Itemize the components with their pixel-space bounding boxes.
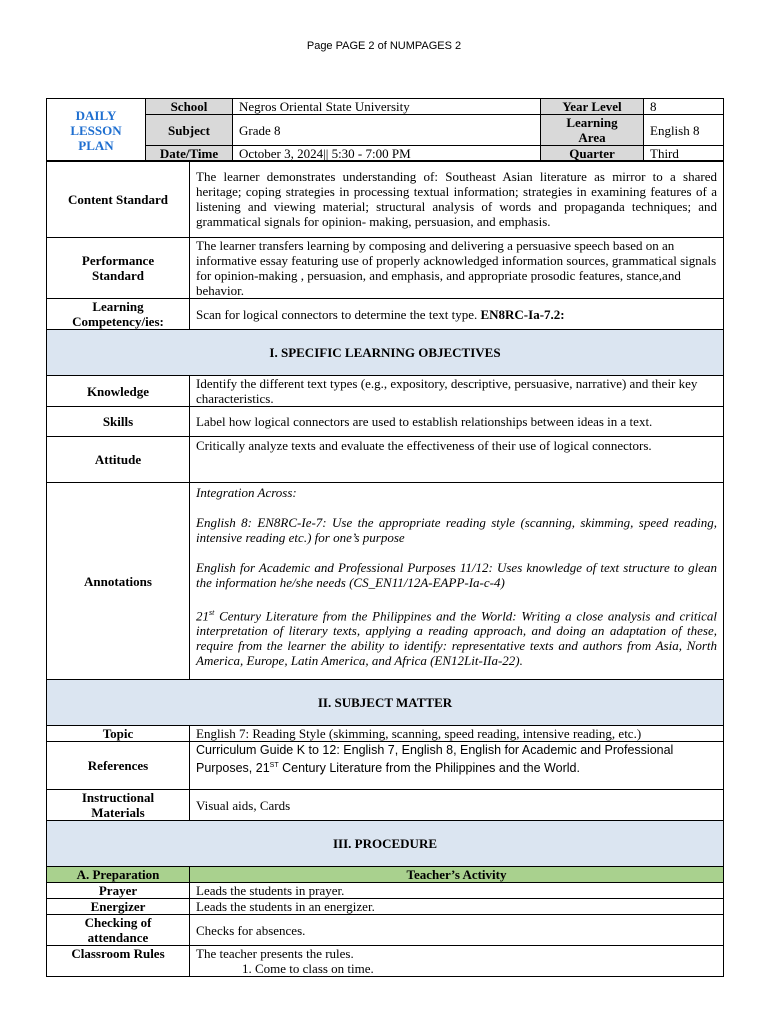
content-standard-text: The learner demonstrates understanding of: Southeast Asian literature as mirror to a shared heritage; coping strategies in processing textual information; strategies in examining features of a listening and viewing material; structural analysis of words and propaganda techniques; and grammatical signals for opinion- making, persuasion, and emphasis. [190,161,724,238]
annotation-item-3: 21st Century Literature from the Philippines and the World: Writing a close analysis and critical interpretation of literary texts, applying a reading approach, and doing an adaptation of these, require from the learner the ability to identify: representative texts and authors from Asia, North America, Europe, Latin America, and Africa (EN12Lit-IIa-22). [196,608,717,669]
procedure-heading: III. PROCEDURE [47,821,724,867]
annotation-item-1: English 8: EN8RC-Ie-7: Use the appropriate reading style (scanning, skimming, speed reading, intensive reading etc.) for one’s purpose [196,515,717,545]
learning-competency-text: Scan for logical connectors to determine the text type. EN8RC-Ia-7.2: [190,299,724,330]
annotations-intro: Integration Across: [196,485,297,500]
datetime-label: Date/Time [146,146,233,162]
lesson-body-table [46,160,724,977]
subject-label: Subject [146,115,233,146]
skills-text: Label how logical connectors are used to establish relationships between ideas in a text. [190,407,724,437]
procedure-col-teacher-activity: Teacher’s Activity [190,867,724,883]
classroom-rules-label: Classroom Rules [47,946,190,977]
topic-text: English 7: Reading Style (skimming, scanning, speed reading, intensive reading, etc.) [190,726,724,742]
procedure-row-label: Energizer [47,899,190,915]
learning-competency-label: Learning Competency/ies: [47,299,190,330]
page-header: Page PAGE 2 of NUMPAGES 2 [306,40,462,52]
content-standard-label: Content Standard [47,161,190,238]
daily-lesson-plan-title: DAILY LESSON PLAN [47,99,146,162]
attitude-text: Critically analyze texts and evaluate the effectiveness of their use of logical connectors. [190,437,724,483]
learning-area-label: Learning Area [541,115,644,146]
quarter-label: Quarter [541,146,644,162]
procedure-row-text: Leads the students in an energizer. [190,899,724,915]
knowledge-text: Identify the different text types (e.g., expository, descriptive, persuasive, narrative) and their key characteristics. [190,376,724,407]
subject-value: Grade 8 [233,115,541,146]
performance-standard-text: The learner transfers learning by composing and delivering a persuasive speech based on an informative essay featuring use of properly acknowledged information sources, grammatical signals for opinion-making , persuasion, and emphasis, and appropriate prosodic features, stance,and behavior. [190,238,724,299]
instructional-materials-text: Visual aids, Cards [190,790,724,821]
procedure-col-preparation: A. Preparation [47,867,190,883]
procedure-row-text: Leads the students in prayer. [190,883,724,899]
year-level-value: 8 [644,99,724,115]
year-level-label: Year Level [541,99,644,115]
competency-code: EN8RC-Ia-7.2: [480,306,565,322]
performance-standard-label: Performance Standard [47,238,190,299]
annotation-item-2: English for Academic and Professional Purposes 11/12: Uses knowledge of text structure to glean the information he/she needs (CS_EN11/12A-EAPP-Ia-c-4) [196,560,717,590]
school-label: School [146,99,233,115]
quarter-value: Third [644,146,724,162]
references-label: References [47,742,190,790]
datetime-value: October 3, 2024|| 5:30 - 7:00 PM [233,146,541,162]
subject-matter-heading: II. SUBJECT MATTER [47,680,724,726]
annotations-label: Annotations [47,483,190,680]
classroom-rules-text: The teacher presents the rules. 1. Come to class on time. [190,946,724,977]
skills-label: Skills [47,407,190,437]
classroom-rule-item: 1. Come to class on time. [242,961,374,976]
annotations-text [190,483,724,680]
procedure-row-text: Checks for absences. [190,915,724,946]
topic-label: Topic [47,726,190,742]
references-text: Curriculum Guide K to 12: English 7, English 8, English for Academic and Professional Purposes, 21ST Century Literature from the Philippines and the World. [190,742,724,790]
lesson-header-table [46,98,724,162]
knowledge-label: Knowledge [47,376,190,407]
attitude-label: Attitude [47,437,190,483]
school-value: Negros Oriental State University [233,99,541,115]
procedure-row-label: Checking of attendance [47,915,190,946]
instructional-materials-label: Instructional Materials [47,790,190,821]
learning-area-value: English 8 [644,115,724,146]
objectives-heading: I. SPECIFIC LEARNING OBJECTIVES [47,330,724,376]
procedure-row-label: Prayer [47,883,190,899]
